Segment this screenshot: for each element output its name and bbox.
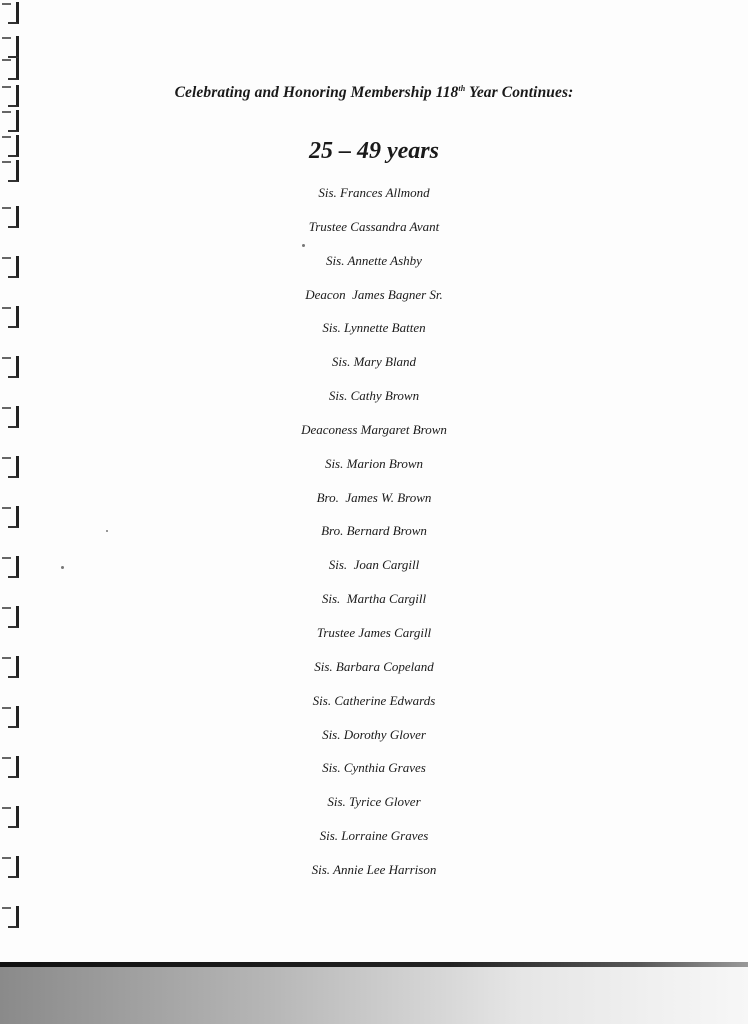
scan-speck: [302, 244, 305, 247]
scan-speck: [61, 566, 64, 569]
member-name: Sis. Mary Bland: [331, 354, 417, 370]
member-name: Sis. Lorraine Graves: [319, 828, 429, 844]
member-name: Sis. Annie Lee Harrison: [311, 861, 437, 877]
binding-ring: [2, 906, 20, 928]
member-name: Sis. Dorothy Glover: [322, 726, 426, 742]
member-name: Sis. Martha Cargill: [321, 591, 427, 607]
member-name: Sis. Lynnette Batten: [322, 320, 426, 336]
heading-ordinal: th: [458, 83, 466, 93]
binding-ring: [2, 2, 20, 24]
scan-speck: [106, 530, 108, 532]
member-name: Sis. Barbara Copeland: [314, 658, 434, 674]
member-name: Sis. Marion Brown: [324, 455, 424, 471]
binding-ring: [2, 36, 20, 58]
member-name: Sis. Cynthia Graves: [322, 760, 426, 776]
member-name: Sis. Annette Ashby: [326, 252, 422, 268]
member-name: Bro. James W. Brown: [316, 489, 432, 505]
member-name: Bro. Bernard Brown: [321, 523, 427, 539]
member-name: Sis. Catherine Edwards: [312, 692, 436, 708]
heading-tail: Year Continues:: [465, 84, 574, 101]
member-name: Trustee James Cargill: [316, 624, 432, 640]
heading-main: Celebrating and Honoring Membership 118: [174, 84, 459, 101]
member-name: Sis. Tyrice Glover: [327, 794, 421, 810]
page-heading: [0, 84, 748, 102]
page-bottom-edge: [0, 962, 748, 1024]
member-name: Trustee Cassandra Avant: [308, 218, 440, 234]
member-name: Deacon James Bagner Sr.: [305, 286, 443, 302]
member-name: Sis. Cathy Brown: [328, 388, 420, 404]
member-name: Sis. Joan Cargill: [328, 557, 420, 573]
binding-ring: [2, 110, 20, 132]
section-title: 25 – 49 years: [309, 138, 439, 164]
binding-ring: [2, 58, 20, 80]
member-list: [0, 183, 748, 894]
member-name: Sis. Frances Allmond: [318, 185, 430, 200]
member-name: Deaconess Margaret Brown: [301, 421, 447, 437]
